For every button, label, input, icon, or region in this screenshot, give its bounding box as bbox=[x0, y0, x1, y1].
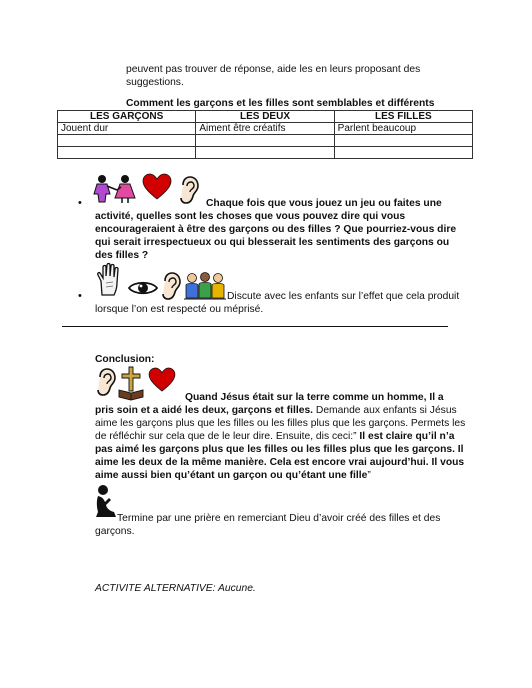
conclusion-line-7-normal: ” bbox=[367, 470, 371, 481]
table-cell bbox=[58, 135, 196, 147]
bullet-marker: • bbox=[78, 290, 82, 302]
ear-icon bbox=[178, 176, 200, 204]
heart-icon bbox=[149, 368, 175, 392]
conclusion-line-7 bbox=[95, 469, 371, 482]
cross-bible-icon bbox=[117, 366, 145, 400]
praying-person-icon bbox=[94, 484, 118, 518]
table-heading: Comment les garçons et les filles sont semblables et différents bbox=[126, 98, 435, 109]
conclusion-line-6: aime les deux de la même manière. Cela est encore vrai aujourd’hui. Il vous bbox=[95, 457, 465, 468]
conclusion-line-2-normal: Demande aux enfants si Jésus bbox=[313, 405, 457, 416]
table-cell bbox=[196, 147, 334, 159]
table-row bbox=[58, 135, 473, 147]
table-row bbox=[58, 123, 473, 135]
bullet1-line-3: encourageraient à être des garçons ou des filles ? Que pourriez-vous dire bbox=[95, 224, 457, 235]
header-boys: LES GARÇONS bbox=[58, 111, 196, 123]
conclusion-line-2 bbox=[95, 404, 457, 417]
intro-line-2: suggestions. bbox=[126, 77, 184, 88]
prayer-line-2: garçons. bbox=[95, 526, 135, 537]
bullet1-line-1: Chaque fois que vous jouez un jeu ou faites une bbox=[206, 198, 442, 209]
ear-icon bbox=[95, 368, 117, 396]
table-cell: Jouent dur bbox=[58, 123, 196, 135]
comparison-table bbox=[57, 110, 473, 159]
header-girls: LES FILLES bbox=[334, 111, 472, 123]
hand-icon bbox=[96, 263, 122, 297]
bullet2-line-1: Discute avec les enfants sur l’effet que cela produit bbox=[227, 291, 460, 302]
conclusion-line-1: Quand Jésus était sur la terre comme un homme, Il a bbox=[185, 392, 444, 403]
conclusion-line-5: pas aimé les garçons plus que les filles ou les filles plus que les garçons. Il bbox=[95, 444, 464, 455]
table-header-row bbox=[58, 111, 473, 123]
table-cell bbox=[196, 135, 334, 147]
children-group-icon bbox=[184, 272, 226, 300]
heart-icon bbox=[143, 174, 171, 200]
table-cell bbox=[58, 147, 196, 159]
conclusion-line-3: aime les garçons plus que les filles ou les filles plus que les garçons. Permets les bbox=[95, 418, 466, 429]
conclusion-line-4 bbox=[95, 430, 454, 443]
bullet2-line-2: lorsque l’on est respecté ou méprisé. bbox=[95, 304, 264, 315]
bullet1-line-4: qui serait irrespectueux ou qui blesserait les sentiments des garçons ou bbox=[95, 237, 450, 248]
conclusion-label: Conclusion: bbox=[95, 354, 155, 365]
prayer-line-1: Termine par une prière en remerciant Dieu d’avoir créé des filles et des bbox=[117, 513, 441, 524]
conclusion-line-2-bold: pris soin et a aidé les deux, garçons et filles. bbox=[95, 405, 314, 416]
alternative-activity: ACTIVITE ALTERNATIVE: Aucune. bbox=[95, 583, 256, 594]
bullet-marker: • bbox=[78, 197, 82, 209]
conclusion-line-4-normal: de réfléchir sur cela que de le leur dire. Ensuite, dis ceci:” bbox=[95, 431, 357, 442]
bullet1-line-5: des filles ? bbox=[95, 250, 149, 261]
table-cell bbox=[334, 147, 472, 159]
conclusion-line-4-bold: Il est claire qu’il n’a bbox=[356, 431, 455, 442]
table-cell bbox=[334, 135, 472, 147]
intro-line-1: peuvent pas trouver de réponse, aide les en leurs proposant des bbox=[126, 64, 421, 75]
table-cell: Parlent beaucoup bbox=[334, 123, 472, 135]
separator-line bbox=[62, 326, 448, 327]
boy-girl-icon bbox=[93, 174, 141, 204]
conclusion-line-7-bold: aime aussi bien qu’étant un garçon ou qu’étant une fille bbox=[95, 470, 368, 481]
bullet1-line-2: activité, quelles sont les choses que vous pouvez dire qui vous bbox=[95, 211, 406, 222]
ear-icon bbox=[160, 272, 182, 300]
table-cell: Aiment être créatifs bbox=[196, 123, 334, 135]
header-both: LES DEUX bbox=[196, 111, 334, 123]
table-row bbox=[58, 147, 473, 159]
eye-icon bbox=[128, 280, 158, 296]
